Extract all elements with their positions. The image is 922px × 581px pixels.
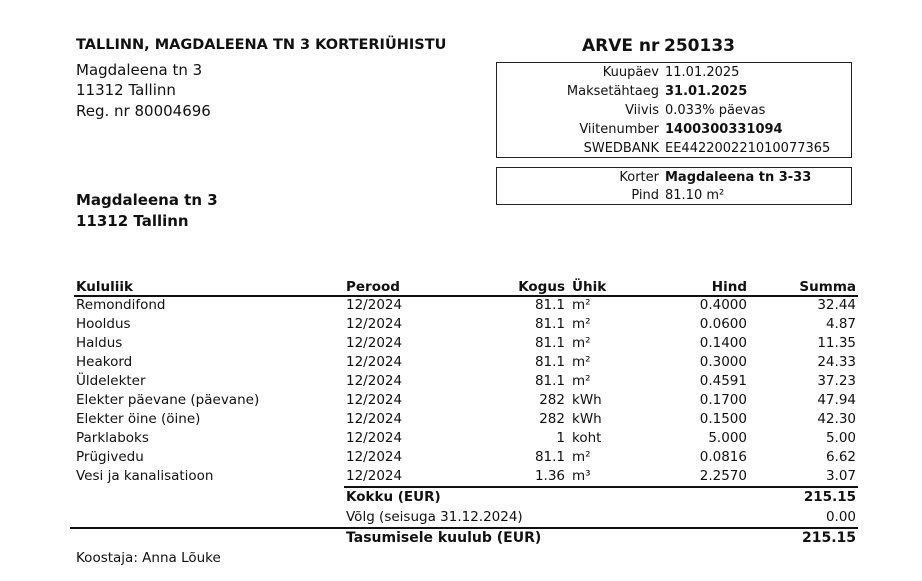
invoice-details-box (496, 62, 852, 158)
area-value: 81.10 m² (665, 188, 725, 203)
cell-quantity: 81.1 (534, 354, 565, 370)
seller-reg-no: Reg. nr 80004696 (76, 102, 211, 120)
cell-period: 12/2024 (346, 468, 403, 484)
cell-item: Vesi ja kanalisatioon (76, 468, 214, 484)
cell-quantity: 81.1 (534, 297, 565, 313)
detail-row-due-date (497, 82, 851, 101)
cell-item: Prügivedu (76, 449, 144, 465)
cell-unit: kWh (572, 392, 602, 408)
cell-unit: m³ (572, 468, 591, 484)
total-label: Kokku (EUR) (346, 489, 441, 505)
cell-price: 0.4000 (699, 297, 747, 313)
cell-period: 12/2024 (346, 316, 403, 332)
cell-sum: 37.23 (817, 373, 856, 389)
payable-value: 215.15 (801, 530, 856, 546)
seller-name: TALLINN, MAGDALEENA TN 3 KORTERIÜHISTU (76, 37, 447, 53)
cell-price: 0.1700 (699, 392, 747, 408)
cell-item: Heakord (76, 354, 133, 370)
total-value: 215.15 (803, 489, 856, 505)
invoice-number: 250133 (664, 36, 735, 56)
detail-label: Viitenumber (579, 122, 659, 137)
seller-address-line2: 11312 Tallinn (76, 81, 176, 99)
payable-label: Tasumisele kuulub (EUR) (346, 530, 542, 546)
cell-sum: 24.33 (817, 354, 856, 370)
cell-unit: m² (572, 297, 591, 313)
area-label: Pind (631, 188, 659, 203)
cell-sum: 6.62 (825, 449, 856, 465)
apartment-label: Korter (619, 170, 659, 185)
col-header-price: Hind (711, 279, 747, 295)
detail-row-reference (497, 120, 851, 139)
cell-period: 12/2024 (346, 335, 403, 351)
customer-address-line1: Magdaleena tn 3 (76, 191, 218, 209)
cell-unit: m² (572, 316, 591, 332)
cell-price: 0.0600 (699, 316, 747, 332)
cell-item: Hooldus (76, 316, 131, 332)
cell-unit: kWh (572, 411, 602, 427)
cell-unit: m² (572, 354, 591, 370)
cell-item: Remondifond (76, 297, 166, 313)
cell-quantity: 282 (539, 411, 565, 427)
cell-unit: m² (572, 373, 591, 389)
invoice-label: ARVE nr (582, 36, 660, 56)
cell-period: 12/2024 (346, 449, 403, 465)
cell-sum: 32.44 (817, 297, 856, 313)
cell-period: 12/2024 (346, 430, 403, 446)
detail-value: 0.033% päevas (665, 103, 766, 118)
cell-price: 0.1400 (699, 335, 747, 351)
cell-sum: 4.87 (825, 316, 856, 332)
cell-item: Elekter päevane (päevane) (76, 392, 260, 408)
seller-address-line1: Magdaleena tn 3 (76, 61, 203, 79)
cell-item: Elekter öine (öine) (76, 411, 201, 427)
col-header-quantity: Kogus (518, 279, 565, 295)
cell-sum: 42.30 (817, 411, 856, 427)
cell-period: 12/2024 (346, 297, 403, 313)
detail-label: Kuupäev (602, 65, 659, 80)
apartment-box (496, 167, 852, 205)
col-header-item: Kululiik (76, 279, 133, 295)
col-header-sum: Summa (799, 279, 856, 295)
cell-item: Üldelekter (76, 373, 146, 389)
cell-quantity: 81.1 (534, 373, 565, 389)
compiled-by: Koostaja: Anna Lõuke (76, 550, 221, 566)
cell-sum: 47.94 (817, 392, 856, 408)
cell-unit: koht (572, 430, 602, 446)
cell-quantity: 81.1 (534, 335, 565, 351)
cell-quantity: 1.36 (534, 468, 565, 484)
cell-quantity: 282 (539, 392, 565, 408)
detail-label: Maksetähtaeg (566, 84, 659, 99)
cell-unit: m² (572, 449, 591, 465)
col-header-unit: Ühik (572, 279, 607, 295)
detail-value: 11.01.2025 (665, 65, 740, 80)
apartment-row (497, 168, 851, 187)
cell-price: 0.4591 (699, 373, 747, 389)
detail-label: SWEDBANK (583, 141, 659, 156)
cell-price: 0.1500 (699, 411, 747, 427)
totals-rule (344, 486, 858, 488)
cell-sum: 5.00 (825, 430, 856, 446)
detail-value: 31.01.2025 (665, 84, 748, 99)
detail-row-date (497, 63, 851, 82)
apartment-value: Magdaleena tn 3-33 (665, 170, 812, 185)
debt-label: Võlg (seisuga 31.12.2024) (346, 509, 523, 525)
detail-label: Viivis (625, 103, 659, 118)
detail-row-bank (497, 139, 851, 158)
debt-value: 0.00 (825, 509, 856, 525)
cell-price: 2.2570 (699, 468, 747, 484)
cell-period: 12/2024 (346, 411, 403, 427)
cell-period: 12/2024 (346, 373, 403, 389)
cell-price: 0.0816 (699, 449, 747, 465)
cell-item: Parklaboks (76, 430, 149, 446)
payable-rule (70, 527, 858, 529)
cell-period: 12/2024 (346, 392, 403, 408)
detail-value: 1400300331094 (665, 122, 783, 137)
detail-row-penalty (497, 101, 851, 120)
cell-quantity: 1 (556, 430, 565, 446)
cell-quantity: 81.1 (534, 449, 565, 465)
col-header-period: Perood (346, 279, 400, 295)
cell-unit: m² (572, 335, 591, 351)
cell-sum: 11.35 (817, 335, 856, 351)
cell-quantity: 81.1 (534, 316, 565, 332)
customer-address-line2: 11312 Tallinn (76, 212, 189, 230)
cell-period: 12/2024 (346, 354, 403, 370)
cell-sum: 3.07 (825, 468, 856, 484)
cell-price: 5.000 (708, 430, 747, 446)
cell-price: 0.3000 (699, 354, 747, 370)
area-row (497, 186, 851, 205)
cell-item: Haldus (76, 335, 123, 351)
detail-value: EE442200221010077365 (665, 141, 831, 156)
